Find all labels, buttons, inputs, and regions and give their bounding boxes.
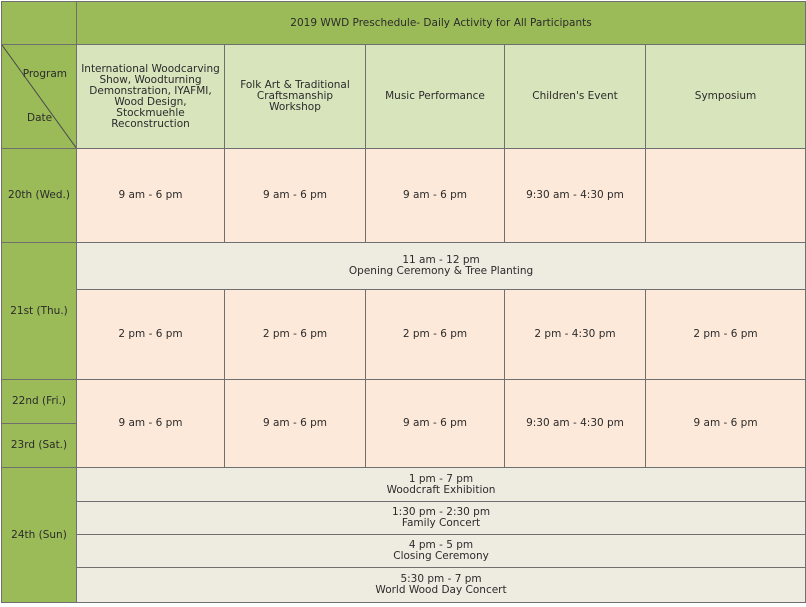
- event-name: Woodcraft Exhibition: [386, 483, 496, 496]
- time-slot: 2 pm - 6 pm: [646, 290, 806, 380]
- time-slot: 9 am - 6 pm: [225, 149, 366, 243]
- program-header-children: Children's Event: [505, 45, 646, 149]
- corner-diagonal-line: [2, 45, 77, 149]
- event-time: 5:30 pm - 7 pm: [400, 573, 482, 585]
- opening-ceremony-band: [77, 243, 806, 290]
- time-slot: 2 pm - 6 pm: [225, 290, 366, 380]
- time-slot: 9 am - 6 pm: [366, 380, 505, 468]
- date-cell-fri: 22nd (Fri.): [2, 380, 77, 424]
- program-header-folk-art: Folk Art & Traditional Craftsmanship Workshop: [225, 45, 366, 149]
- event-name: Opening Ceremony & Tree Planting: [348, 265, 534, 277]
- program-header-symposium: Symposium: [646, 45, 806, 149]
- event-band-world-wood-day-concert: [77, 568, 806, 603]
- event-time: 1 pm - 7 pm: [408, 472, 474, 485]
- date-cell-sat: 23rd (Sat.): [2, 424, 77, 468]
- event-time: 1:30 pm - 2:30 pm: [391, 506, 491, 518]
- program-header-music: Music Performance: [366, 45, 505, 149]
- time-slot: [646, 149, 806, 243]
- date-axis-label: Date: [27, 112, 53, 124]
- event-name: World Wood Day Concert: [375, 584, 507, 596]
- event-name: Closing Ceremony: [393, 550, 489, 562]
- date-cell-wed: 20th (Wed.): [2, 149, 77, 243]
- date-cell-thu: 21st (Thu.): [2, 243, 77, 380]
- time-slot: 9:30 am - 4:30 pm: [505, 149, 646, 243]
- event-band-woodcraft-exhibition: [77, 468, 806, 502]
- time-slot: 2 pm - 6 pm: [77, 290, 225, 380]
- time-slot: 9 am - 6 pm: [77, 149, 225, 243]
- event-time: 4 pm - 5 pm: [408, 539, 474, 551]
- schedule-table: [1, 1, 806, 603]
- time-slot: 9 am - 6 pm: [646, 380, 806, 468]
- program-header-woodcarving: International Woodcarving Show, Woodturning Demonstration, IYAFMI, Wood Design, Stockmuehle Reconstruction: [77, 45, 225, 149]
- event-band-closing-ceremony: [77, 535, 806, 568]
- event-name: Family Concert: [401, 517, 481, 529]
- time-slot: 9:30 am - 4:30 pm: [505, 380, 646, 468]
- table-title: 2019 WWD Preschedule- Daily Activity for All Participants: [77, 2, 806, 45]
- program-axis-label: Program: [22, 68, 67, 80]
- corner-header-cell: [2, 45, 77, 149]
- time-slot: 9 am - 6 pm: [366, 149, 505, 243]
- top-left-blank-cell: [2, 2, 77, 45]
- event-time: 11 am - 12 pm: [402, 254, 480, 266]
- time-slot: 9 am - 6 pm: [225, 380, 366, 468]
- time-slot: 9 am - 6 pm: [77, 380, 225, 468]
- time-slot: 2 pm - 4:30 pm: [505, 290, 646, 380]
- event-band-family-concert: [77, 502, 806, 535]
- time-slot: 2 pm - 6 pm: [366, 290, 505, 380]
- date-cell-sun: 24th (Sun): [2, 468, 77, 603]
